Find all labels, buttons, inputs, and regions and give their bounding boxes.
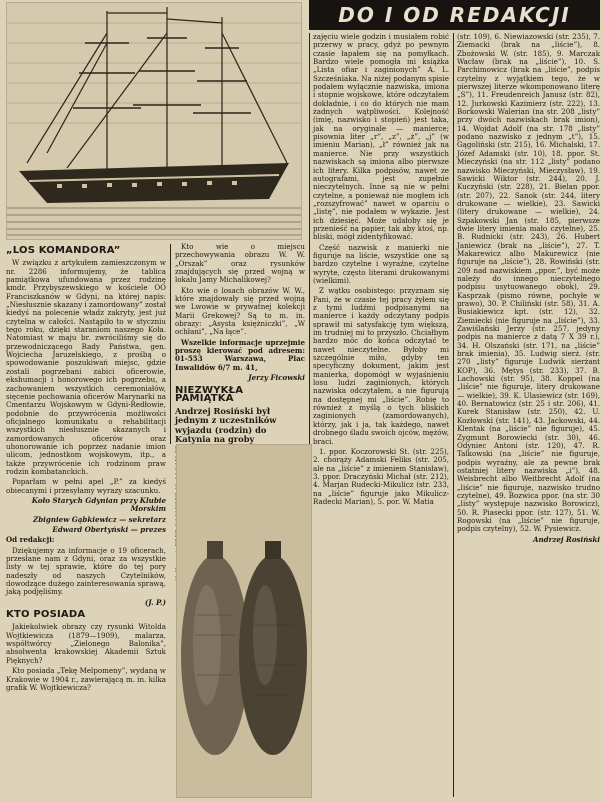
section-banner (309, 0, 600, 30)
flask-drawing (177, 445, 311, 797)
letter-paragraph: Z wątku osobistego: przyznam się Pani, że w czasie tej pracy żyłem się z tymi ludźmi podpisanymi na manierce i każdy odczytany podpis sprawił mi satysfakcję tym większą, im trudniej mi to przyszło. Chciałbym bardzo móc do końca odczytać te nawet nieczytelne. Byłoby mi szczególnie miło, gdyby ten specyficzny dokument, jakim jest manierka, dopomógł w wyjaśnieniu losu ludzi zaginionych, których nazwiska odczytałem, a nie figurują na dostępnej mi „liście”. Robię to również z myślą o tych bliskich zaginionych (zamordowanych), którzy, jak i ja, tak każdego, nawet drobnego śladu swoich ojców, mężów, braci. (313, 286, 449, 446)
odp-text: Dziękujemy za informacje o 19 oficerach, przesłane nam z Gdyni, oraz za wszystkie listy w tej sprawie, które do tej pory nadeszły od naszych Czytelników, dowodzące dużego zainteresowania sprawą, jaką podjęliśmy. (6, 545, 166, 597)
komandor-signature-line: Edward Obertyński — prezes (52, 525, 166, 534)
letter-paragraph: zajęciu wiele godzin i musiałem robić przerwy w pracy, gdyż po pewnym czasie łapałem się na pomyłkach. Bardzo wiele pomogła mi książka „Lista ofiar i zaginionych” A. L. Szcześniaka. Na niżej podanym spisie podałem wyłącznie nazwiska, imiona i stopnie wojskowe, które odczytałem dokładnie, i co do których nie mam żadnych wątpliwości. Kolejność (imię, nazwisko i stopień) jest taka, jak na oryginale — manierce; pisownia liter „r”, „z”, „ż”, „j” (w imieniu Marian), „ł” również jak na manierce. Nie przy wszystkich nazwiskach są imiona albo pierwsze ich litery. Kilka podpisów, nawet ze autografami, jest zupełnie nieczytelnych. Inne są nie w pełni czytelne, a ponieważ nie mogłem ich „rozszyfrować” nawet w oparciu o „listę”, nie podałem w wykazie. Jest ich dziesięć. Może udałoby się je przenieść na papier, tak aby ktoś, np. bliski, mógł zidentyfikować. (313, 32, 449, 242)
pamiatka-heading: NIEZWYKŁA PAMIĄTKA (175, 384, 244, 404)
komandor-paragraph: W związku z artykułem zamieszczonym w nr. 2286 informujemy, że tablica pamiątkowa ufundowana przez rodzinę kmdr. Przybyszewskiego w kościele OO Franciszkanów w Gdyni, na której napis: „Niesłusznie skazany i zamordowany” został kiedyś na polecenie władz zakryty, jest już czytelna w całości. Nastąpiło to w styczniu tego roku, dzięki staraniom naszego Koła. Natomiast w maju br. zwróciliśmy się do przewodniczącego Rady Państwa, gen. Wojciecha Jaruzelskiego, z prośbą o spowodowanie poszukiwań miejsc, gdzie zostali pogrzebani zabici oficerowie, ekshumacji i honorowego ich pogrzebu, a zachowaniem wszystkich ceremoniałów, sięcenie pochowania oficerów Marynarki na Cmentarzu Wojskowym w Gdyni-Redłowie, podobnie do przywrócenia możliwości oficjalnego komunikatu o rehabilitacji wszystkich niesłusznie skazanych i zamordowanych oficerów oraz uhonorowanie ich poprzez nadanie imion ulicom, jednostkom wojskowym, itp., a także przywrócenie ich rodzinom praw rodzin kombatanckich. (6, 258, 166, 476)
column-4 (457, 33, 600, 797)
posiada-heading: KTO POSIADA (6, 609, 86, 621)
komandor-signature-line: Zbigniew Gąbkiewicz — sekretarz (33, 514, 166, 524)
ship-illustration (6, 2, 302, 240)
odp-heading: Od redakcji: (6, 535, 55, 545)
ficowski-address: Wszelkie informacje uprzejmie proszę kierować pod adresem: 01-553 Warszawa, Plac Inwalidów 6/7 m. 41, (175, 337, 305, 372)
flask-photo (176, 444, 312, 798)
posiada-paragraph: Kto posiada „Tekę Melpomeny”, wydaną w Krakowie w 1904 r., zawierającą m. in. kilka grafik W. Wojtkiewicza? (6, 666, 166, 692)
komandor-signature-line: Koło Starych Gdynian przy Klubie Morskim (31, 495, 166, 514)
names-list: (str. 109), 6. Niewiazowski (str. 235), 7. Ziemacki (brak na „liście”), 8. Zbożowski W. (str. 185), 9. Marczak Wacław (brak na „liście”), 10. S. Parchimowicz (brak na „liście”, podpis czytelny z wyjątkiem tego, że w pierwszej literze wkomponowano literę „S”), 11. Freudenreich Janusz (str. 82), 12. Jurkowski Kazimierz (str. 222), 13. Borkowski Walerian (na str. 208 „listy” przy dwóch nazwiskach brak imion), 14. Wojdat Adolf (na str. 178 „listy” podano nazwisko z jednym „t”), 15. Gągoliński (str. 215), 16. Michalski, 17. Józef Adamski (str. 10), 18. ppor. St. Mieczyński (na str. 112 „listy” podano nazwisko Mieczyński, Mieczysław), 19. Sawicki Wiktor (str. 244), 20. J. Kuczyński (str. 228), 21. Bielan ppor. (str. 207), 22. Sanok (str. 244, litery drukowane — wielkie), 23. Sawicki (litery drukowane — wielkie), 24. Szpakowski Jan (str. 185, pierwsze dwie litery imienia mało czytelne), 25. B. Rudnicki (str. 243), 26. Hubert Janiewicz (brak na „liście”), 27. T. Makarewicz albo Makurewicz (nie figuruje na „liście”), 28. Rowiński (str. 209 nad nazwiskiem „ppor.”, być może należy do innego nieczytelnego podpisu usytuowanego obok), 29. Kasprzak (pismo równe, pochyłe w prawo), 30. P. Chiliński (str. 58), 31. A. Busiakiewicz kpt. (str. 12), 32. Ziemiecki (nie figuruje na „liście”), 33. Zawiślański Jerzy (str. 257, jedyny podpis na manierce z datą 7 X 39 r.), 34. H. Olszański (str. 171, na „liście” brak imienia), 35. Ludwig sierż. (str. 270 „listy” figuruje Ludwik sierżant KOP), 36. Mętys (str. 233), 37. B. Lachowski (str. 95), 38. Koppel (na „liście” nie figuruje, litery drukowane — wielkie), 39. K. Ulasiewicz (str. 169), 40. Bernatowicz (str. 25 i str. 206), 41. Kurek Stanisław (str. 250), 42. U. Kozłowski (str. 141), 43. Jackowski, 44. Klentak (na „liście” nie figuruje), 45. Zygmunt Borowiecki (str. 30), 46. Odyniec Antoni (str. 120), 47. R. Talkowski (na „liście” nie figuruje, podpis wyraźny, ale za pewne brak ostatniej litery nazwiska „i”), 48. Weisbrecht albo Weitbrecht Adolf (na „liście” nie figuruje, nazwisko trudno czytelne), 49. Bozwica ppor. (na str. 30 „listy” występuje nazwisko Borowicz), 50. R. Piasecki ppor. (str. 127), 51. W. Rogowski (na „liście” nie figuruje, podpis czytelny), 52. W. Pysiewicz. (457, 32, 600, 534)
column-1 (6, 243, 166, 798)
ficowski-paragraph: Kto wie o miejscu przechowywania obrazu W. W. „Orszak” oraz rysunków znajdujących się przed wojną w lokalu Jamy Michalikowej? (175, 242, 305, 285)
ficowski-paragraph: Kto wie o losach obrazów W. W., które znajdowały się przed wojną we Lwowie w prywatnej kolekcji Marii Grekowej? Są to m. in. obrazy: „Asysta księżniczki”, „W ochłani”, „Na łące”. (175, 285, 305, 337)
rosinski-signature: Andrzej Rosiński (532, 534, 600, 544)
column-rule (170, 244, 171, 444)
ficowski-signature: Jerzy Ficowski (248, 373, 305, 383)
posiada-paragraph: Jakiekolwiek obrazy czy rysunki Witolda Wojtkiewicza (1879—1909), malarza, współtwórcy „Zielonego Balonika”, absolwenta krakowskiej Akademii Sztuk Pięknych? (6, 622, 166, 665)
column-rule (453, 33, 454, 797)
names-list-start: 1. ppor. Koczorowski St. (str. 225), 2. chorąży Adamski Feliks (str. 205, ale na „liście” z imieniem Stanisław), 3. ppor. Draczyński Michał (str. 212), 4. Marjan Rudecki-Mikulicz (str. 233, na „liście” figuruje jako Mikulicz-Radecki Marian), 5. por. W. Matia (313, 446, 449, 506)
ship-drawing (7, 3, 301, 239)
odp-signature: (J. P.) (144, 597, 166, 607)
banner-title: DO I OD REDAKCJI (338, 3, 571, 27)
letter-paragraph: Część nazwisk z manierki nie figuruje na liście, wszystkie one są bardzo czytelne i wyraźne, czytelne wyryte, często literami drukowanymi (wielkimi). (313, 242, 449, 285)
pamiatka-lead: Andrzej Rosiński był jednym z uczestników wyjazdu (rodzin) do Katynia na groby (175, 406, 277, 445)
komandor-paragraph: Poparłam w pełni apel „P.” za kiedyś obiecanymi i przesyłamy wyrazy szacunku. (6, 477, 166, 495)
komandor-heading: „LOS KOMANDORA” (6, 245, 121, 256)
column-2 (175, 243, 305, 443)
column-3 (313, 33, 449, 797)
